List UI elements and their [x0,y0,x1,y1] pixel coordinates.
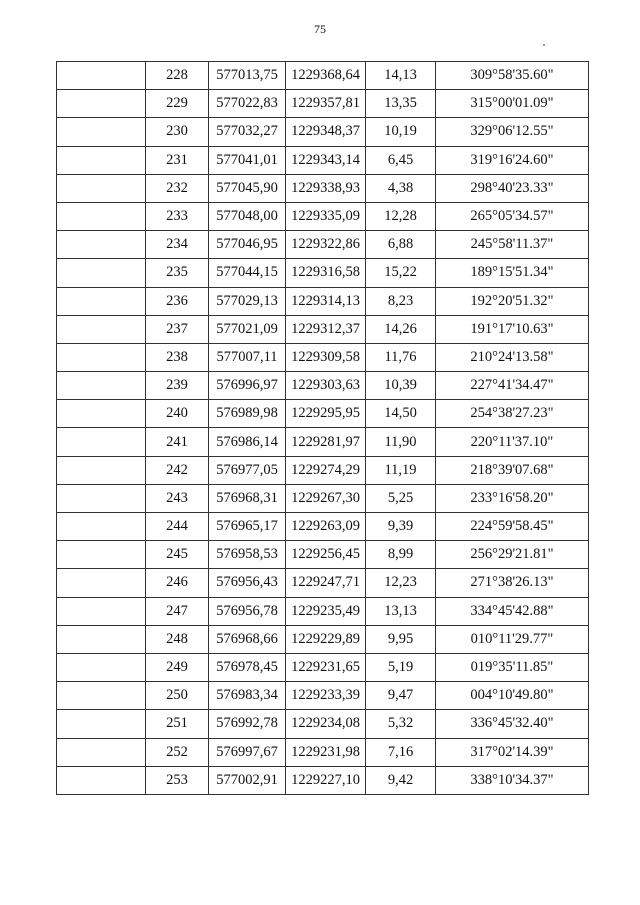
table-row [57,766,589,794]
x-coordinate-cell: 576992,78 [209,710,286,738]
segment-length-cell: 9,42 [366,766,436,794]
segment-length-cell: 12,23 [366,569,436,597]
x-coordinate-cell: 576996,97 [209,372,286,400]
direction-angle-cell: 192°20'51.32" [436,287,589,315]
point-number-cell: 239 [146,372,209,400]
segment-length-cell: 13,35 [366,90,436,118]
point-number-cell: 249 [146,653,209,681]
x-coordinate-cell: 576968,66 [209,625,286,653]
point-number-cell: 236 [146,287,209,315]
empty-cell [57,428,146,456]
coordinates-table [56,61,589,795]
y-coordinate-cell: 1229357,81 [286,90,366,118]
table-row [57,625,589,653]
x-coordinate-cell: 576978,45 [209,653,286,681]
x-coordinate-cell: 577046,95 [209,231,286,259]
coordinates-table-body [57,62,589,795]
x-coordinate-cell: 576997,67 [209,738,286,766]
x-coordinate-cell: 576977,05 [209,456,286,484]
y-coordinate-cell: 1229263,09 [286,513,366,541]
x-coordinate-cell: 577021,09 [209,315,286,343]
segment-length-cell: 8,23 [366,287,436,315]
x-coordinate-cell: 577002,91 [209,766,286,794]
y-coordinate-cell: 1229335,09 [286,202,366,230]
empty-cell [57,90,146,118]
segment-length-cell: 9,39 [366,513,436,541]
segment-length-cell: 10,19 [366,118,436,146]
y-coordinate-cell: 1229227,10 [286,766,366,794]
point-number-cell: 251 [146,710,209,738]
empty-cell [57,118,146,146]
table-row [57,597,589,625]
segment-length-cell: 14,26 [366,315,436,343]
table-row [57,682,589,710]
y-coordinate-cell: 1229348,37 [286,118,366,146]
direction-angle-cell: 019°35'11.85" [436,653,589,681]
y-coordinate-cell: 1229343,14 [286,146,366,174]
x-coordinate-cell: 576986,14 [209,428,286,456]
x-coordinate-cell: 577045,90 [209,174,286,202]
y-coordinate-cell: 1229231,65 [286,653,366,681]
x-coordinate-cell: 577048,00 [209,202,286,230]
segment-length-cell: 7,16 [366,738,436,766]
point-number-cell: 248 [146,625,209,653]
point-number-cell: 246 [146,569,209,597]
y-coordinate-cell: 1229256,45 [286,541,366,569]
empty-cell [57,682,146,710]
y-coordinate-cell: 1229314,13 [286,287,366,315]
point-number-cell: 237 [146,315,209,343]
x-coordinate-cell: 576956,43 [209,569,286,597]
y-coordinate-cell: 1229229,89 [286,625,366,653]
point-number-cell: 241 [146,428,209,456]
direction-angle-cell: 004°10'49.80" [436,682,589,710]
empty-cell [57,766,146,794]
y-coordinate-cell: 1229281,97 [286,428,366,456]
x-coordinate-cell: 577029,13 [209,287,286,315]
direction-angle-cell: 224°59'58.45" [436,513,589,541]
point-number-cell: 243 [146,484,209,512]
segment-length-cell: 9,95 [366,625,436,653]
x-coordinate-cell: 577041,01 [209,146,286,174]
y-coordinate-cell: 1229303,63 [286,372,366,400]
direction-angle-cell: 271°38'26.13" [436,569,589,597]
point-number-cell: 247 [146,597,209,625]
segment-length-cell: 14,50 [366,400,436,428]
x-coordinate-cell: 577007,11 [209,343,286,371]
segment-length-cell: 8,99 [366,541,436,569]
segment-length-cell: 15,22 [366,259,436,287]
y-coordinate-cell: 1229267,30 [286,484,366,512]
x-coordinate-cell: 577022,83 [209,90,286,118]
table-row [57,118,589,146]
direction-angle-cell: 227°41'34.47" [436,372,589,400]
segment-length-cell: 14,13 [366,62,436,90]
direction-angle-cell: 220°11'37.10" [436,428,589,456]
table-row [57,569,589,597]
direction-angle-cell: 254°38'27.23" [436,400,589,428]
empty-cell [57,625,146,653]
direction-angle-cell: 218°39'07.68" [436,456,589,484]
y-coordinate-cell: 1229274,29 [286,456,366,484]
table-row [57,513,589,541]
point-number-cell: 235 [146,259,209,287]
y-coordinate-cell: 1229247,71 [286,569,366,597]
point-number-cell: 252 [146,738,209,766]
empty-cell [57,372,146,400]
table-row [57,541,589,569]
point-number-cell: 245 [146,541,209,569]
point-number-cell: 231 [146,146,209,174]
segment-length-cell: 10,39 [366,372,436,400]
empty-cell [57,484,146,512]
table-row [57,710,589,738]
y-coordinate-cell: 1229295,95 [286,400,366,428]
point-number-cell: 240 [146,400,209,428]
y-coordinate-cell: 1229235,49 [286,597,366,625]
empty-cell [57,259,146,287]
point-number-cell: 250 [146,682,209,710]
x-coordinate-cell: 577032,27 [209,118,286,146]
table-row [57,315,589,343]
empty-cell [57,541,146,569]
table-row [57,62,589,90]
y-coordinate-cell: 1229233,39 [286,682,366,710]
segment-length-cell: 5,32 [366,710,436,738]
y-coordinate-cell: 1229322,86 [286,231,366,259]
direction-angle-cell: 315°00'01.09" [436,90,589,118]
point-number-cell: 234 [146,231,209,259]
table-row [57,287,589,315]
point-number-cell: 244 [146,513,209,541]
table-row [57,372,589,400]
empty-cell [57,738,146,766]
direction-angle-cell: 233°16'58.20" [436,484,589,512]
segment-length-cell: 4,38 [366,174,436,202]
segment-length-cell: 6,45 [366,146,436,174]
y-coordinate-cell: 1229231,98 [286,738,366,766]
empty-cell [57,513,146,541]
table-row [57,343,589,371]
segment-length-cell: 9,47 [366,682,436,710]
table-row [57,484,589,512]
table-row [57,90,589,118]
x-coordinate-cell: 576958,53 [209,541,286,569]
empty-cell [57,343,146,371]
page-number: 75 [314,22,326,36]
direction-angle-cell: 317°02'14.39" [436,738,589,766]
direction-angle-cell: 338°10'34.37" [436,766,589,794]
empty-cell [57,62,146,90]
direction-angle-cell: 319°16'24.60" [436,146,589,174]
y-coordinate-cell: 1229368,64 [286,62,366,90]
table-row [57,146,589,174]
point-number-cell: 233 [146,202,209,230]
table-row [57,738,589,766]
point-number-cell: 253 [146,766,209,794]
direction-angle-cell: 329°06'12.55" [436,118,589,146]
empty-cell [57,202,146,230]
empty-cell [57,315,146,343]
empty-cell [57,653,146,681]
table-row [57,259,589,287]
segment-length-cell: 13,13 [366,597,436,625]
point-number-cell: 232 [146,174,209,202]
x-coordinate-cell: 576968,31 [209,484,286,512]
y-coordinate-cell: 1229338,93 [286,174,366,202]
empty-cell [57,287,146,315]
direction-angle-cell: 189°15'51.34" [436,259,589,287]
y-coordinate-cell: 1229312,37 [286,315,366,343]
empty-cell [57,146,146,174]
direction-angle-cell: 210°24'13.58" [436,343,589,371]
table-row [57,400,589,428]
direction-angle-cell: 191°17'10.63" [436,315,589,343]
direction-angle-cell: 010°11'29.77" [436,625,589,653]
x-coordinate-cell: 576956,78 [209,597,286,625]
y-coordinate-cell: 1229316,58 [286,259,366,287]
empty-cell [57,569,146,597]
y-coordinate-cell: 1229309,58 [286,343,366,371]
table-row [57,231,589,259]
table-row [57,456,589,484]
segment-length-cell: 11,76 [366,343,436,371]
table-row [57,653,589,681]
scan-speck [543,44,545,46]
direction-angle-cell: 256°29'21.81" [436,541,589,569]
point-number-cell: 242 [146,456,209,484]
direction-angle-cell: 334°45'42.88" [436,597,589,625]
point-number-cell: 230 [146,118,209,146]
empty-cell [57,456,146,484]
point-number-cell: 238 [146,343,209,371]
x-coordinate-cell: 576983,34 [209,682,286,710]
direction-angle-cell: 309°58'35.60" [436,62,589,90]
direction-angle-cell: 265°05'34.57" [436,202,589,230]
direction-angle-cell: 336°45'32.40" [436,710,589,738]
empty-cell [57,174,146,202]
point-number-cell: 228 [146,62,209,90]
segment-length-cell: 5,25 [366,484,436,512]
segment-length-cell: 6,88 [366,231,436,259]
segment-length-cell: 12,28 [366,202,436,230]
empty-cell [57,400,146,428]
x-coordinate-cell: 576965,17 [209,513,286,541]
empty-cell [57,710,146,738]
segment-length-cell: 11,90 [366,428,436,456]
x-coordinate-cell: 577013,75 [209,62,286,90]
empty-cell [57,231,146,259]
point-number-cell: 229 [146,90,209,118]
segment-length-cell: 11,19 [366,456,436,484]
table-row [57,174,589,202]
x-coordinate-cell: 576989,98 [209,400,286,428]
direction-angle-cell: 245°58'11.37" [436,231,589,259]
table-row [57,428,589,456]
table-row [57,202,589,230]
empty-cell [57,597,146,625]
direction-angle-cell: 298°40'23.33" [436,174,589,202]
segment-length-cell: 5,19 [366,653,436,681]
y-coordinate-cell: 1229234,08 [286,710,366,738]
x-coordinate-cell: 577044,15 [209,259,286,287]
